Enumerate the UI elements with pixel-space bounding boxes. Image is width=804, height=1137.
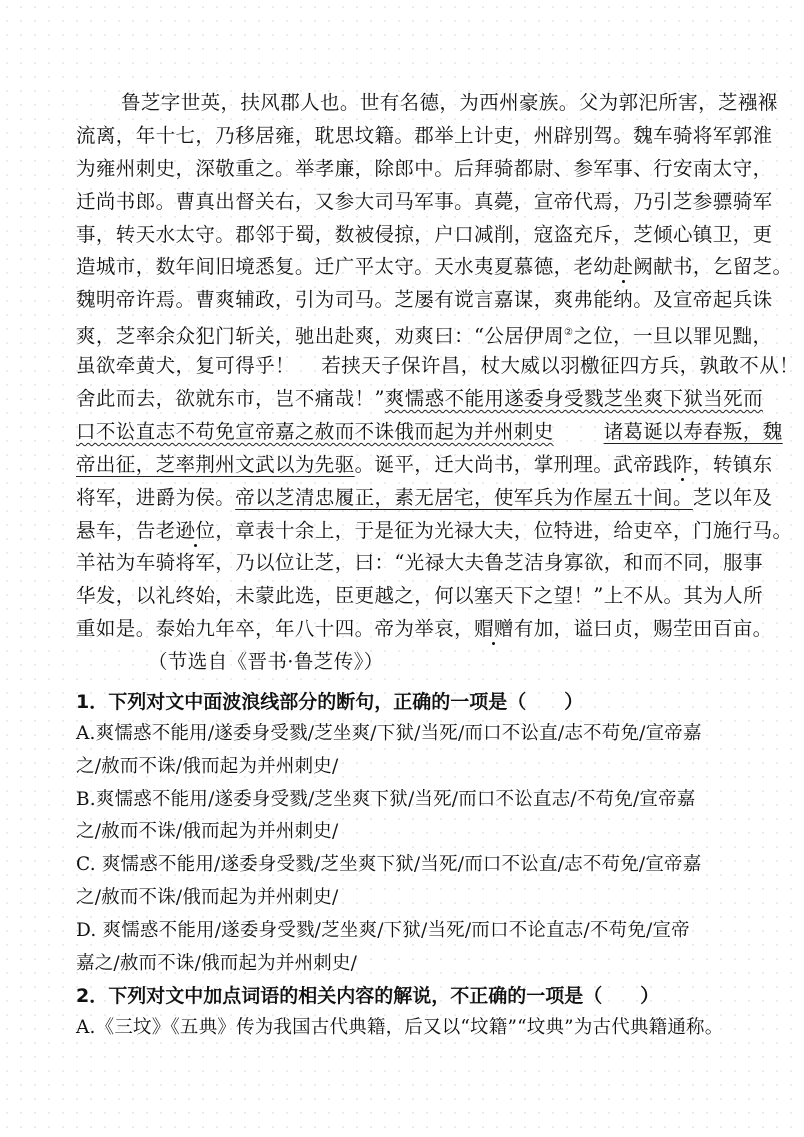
option-c-line: 之/赦而不诛/俄而起为并州刺史/ [76, 886, 339, 908]
passage-line: 造城市，数年间旧境悉复。迁广平太守。天水夷夏慕德，老幼赴阙献书，乞留芝。 [76, 255, 793, 279]
passage-line: 爽，芝率余众犯门斩关，驰出赴爽，劝爽曰：“公居伊周②之位，一旦以罪见黜， [76, 324, 773, 348]
question-2-stem: 2．下列对文中加点词语的相关内容的解说，不正确的一项是（ ） [76, 985, 660, 1007]
passage-line: 重如是。泰始九年卒，年八十四。帝为举哀，赗赠有加，谥曰贞，赐茔田百亩。 [76, 617, 773, 641]
option-a-line: A.《三坟》《五典》传为我国古代典籍，后又以“坟籍”“坟典”为古代典籍通称。 [76, 1017, 724, 1038]
option-d-line: D. 爽懦惑不能用/遂委身受戮/芝坐爽/下狱/当死/而口不论直志/不苟免/宣帝 [76, 919, 690, 941]
passage-line: 为雍州刺史，深敬重之。举孝廉，除郎中。后拜骑都尉、参军事、行安南太守， [76, 156, 773, 180]
dotted-word: 逊位 [175, 518, 216, 542]
passage-line: 鲁芝字世英，扶风郡人也。世有名德，为西州豪族。父为郭汜所害，芝襁褓 [121, 91, 778, 114]
passage-line: 羊祜为车骑将军，乃以位让芝，曰：“光禄大夫鲁芝洁身寡欲，和而不同，服事 [76, 551, 763, 575]
passage-line: 华发，以礼终始，未蒙此选，臣更越之，何以塞天下之望！”上不从。其为人所 [76, 584, 763, 608]
question-1-options [76, 718, 738, 980]
option-d-line: 嘉之/赦而不诛/俄而起为并州刺史/ [76, 952, 358, 974]
option-c-line: C. 爽懦惑不能用/遂委身受戮/芝坐爽下狱/当死/而口不讼直/志不苟免/宣帝嘉 [76, 854, 702, 876]
option-a-line: 之/赦而不诛/俄而起为并州刺史/ [76, 755, 339, 777]
passage-line: 将军，进爵为侯。帝以芝清忠履正，素无居宅，使军兵为作屋五十间。芝以年及 [76, 485, 773, 509]
question-1-stem: 1．下列对文中面波浪线部分的断句，正确的一项是（ ） [76, 691, 584, 713]
passage-line [76, 416, 783, 449]
passage-line: 流离，年十七，乃移居雍，耽思坟籍。郡举上计吏，州辟别驾。魏车骑将军郭淮 [76, 123, 773, 147]
passage-line: 魏明帝许焉。曹爽辅政，引为司马。芝屡有谠言嘉谋，爽弗能纳。及宣帝起兵诛 [76, 288, 773, 312]
footnote-mark: ② [563, 327, 574, 339]
passage-line: 舍此而去，欲就东市，岂不痛哉！”爽懦惑不能用遂委身受戮芝坐爽下狱当死而 [76, 387, 763, 411]
question-2-options [76, 1012, 738, 1045]
passage-line: 事，转天水太守。郡邻于蜀，数被侵掠，户口减削，寇盗充斥，芝倾心镇卫，更 [76, 222, 773, 246]
passage-line: 虽欲牵黄犬，复可得乎！ 若挟天子保许昌，杖大威以羽檄征四方兵，孰敢不从！ [76, 354, 799, 378]
passage-source: （节选自《晋书·鲁芝传》） [148, 650, 384, 674]
option-b-line: 之/赦而不诛/俄而起为并州刺史/ [76, 821, 339, 843]
underlined-segment: 诸葛诞以寿春叛，魏 [603, 419, 783, 443]
wavy-underlined-segment: 口不讼直志不苟免宣帝嘉之赦而不诛俄而起为并州刺史 [76, 419, 554, 443]
classical-passage [76, 87, 799, 679]
passage-line: 悬车，告老逊位，章表十余上，于是征为光禄大夫，位特进，给吏卒，门施行马。 [76, 518, 793, 542]
wavy-underlined-segment: 爽懦惑不能用遂委身受戮芝坐爽下狱当死而 [384, 387, 763, 411]
dotted-word: 赴 [613, 255, 634, 279]
underlined-segment: 帝以芝清忠履正，素无居宅，使军兵为作屋五十间。 [235, 485, 693, 509]
dotted-word: 赗赠 [474, 617, 514, 641]
passage-line: 帝出征，芝率荆州文武以为先驱。诞平，迁大尚书，掌刑理。武帝践阼，转镇东 [76, 452, 773, 476]
option-a-line: A.爽懦惑不能用/遂委身受戮/芝坐爽/下狱/当死/而口不讼直/志不苟免/宣帝嘉 [76, 723, 702, 744]
underlined-segment: 帝出征，芝率荆州文武以为先驱 [76, 452, 355, 476]
option-b-line: B.爽懦惑不能用/遂委身受戮/芝坐爽下狱/当死/而口不讼直志/不苟免/宣帝嘉 [76, 788, 696, 810]
passage-line: 迁尚书郎。曹真出督关右，又参大司马军事。真薨，宣帝代焉，乃引芝参骠骑军 [76, 189, 773, 213]
dotted-word: 阼 [673, 452, 693, 476]
